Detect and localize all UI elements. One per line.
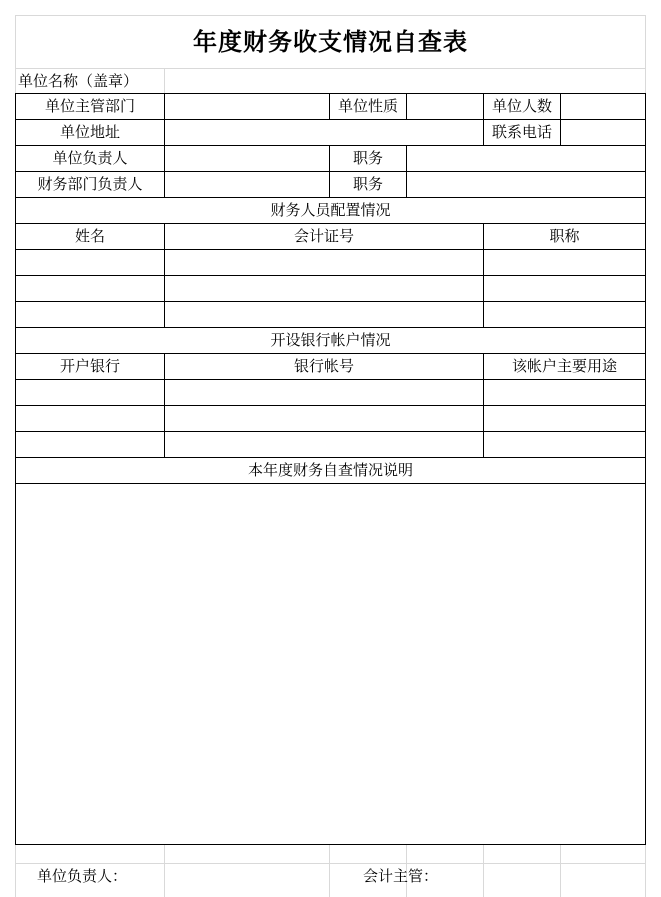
staff-col-title: 职称: [549, 227, 580, 245]
dept-label: 单位主管部门: [44, 97, 135, 115]
staff-row-3-title[interactable]: [484, 302, 645, 327]
bank-row-2-purpose[interactable]: [484, 406, 645, 431]
address-cell[interactable]: [165, 120, 483, 145]
staff-row-1-cert[interactable]: [165, 250, 483, 275]
footer-head-label: 单位负责人：: [37, 866, 128, 885]
head-position-label: 职务: [352, 149, 383, 167]
headcount-cell[interactable]: [561, 94, 645, 119]
head-cell[interactable]: [165, 146, 329, 171]
fin-head-label: 财务部门负责人: [37, 175, 143, 193]
bank-section-title: 开设银行帐户情况: [270, 331, 391, 349]
gridline: [329, 845, 330, 897]
gridline: [645, 845, 646, 897]
statement-text-area[interactable]: [16, 484, 645, 844]
headcount-label: 单位人数: [491, 97, 552, 115]
staff-row-3-cert[interactable]: [165, 302, 483, 327]
bank-row-3-account[interactable]: [165, 432, 483, 457]
bank-row-1-bank[interactable]: [16, 380, 164, 405]
bank-row-2-bank[interactable]: [16, 406, 164, 431]
staff-row-1-name[interactable]: [16, 250, 164, 275]
staff-row-2-cert[interactable]: [165, 276, 483, 301]
staff-col-name: 姓名: [74, 227, 105, 245]
footer-supervisor-cell[interactable]: [484, 864, 645, 888]
staff-row-2-title[interactable]: [484, 276, 645, 301]
bank-row-3-purpose[interactable]: [484, 432, 645, 457]
bank-row-2-account[interactable]: [165, 406, 483, 431]
bank-row-3-bank[interactable]: [16, 432, 164, 457]
bank-col-bank: 开户银行: [59, 357, 120, 375]
footer-supervisor-label: 会计主管：: [363, 866, 439, 885]
staff-row-1-title[interactable]: [484, 250, 645, 275]
dept-cell[interactable]: [165, 94, 329, 119]
gridline: [15, 845, 16, 897]
bank-col-account: 银行帐号: [293, 357, 354, 375]
table-border: [15, 844, 646, 845]
page-title: 年度财务收支情况自查表: [193, 28, 468, 56]
phone-label: 联系电话: [491, 123, 552, 141]
fin-head-cell[interactable]: [165, 172, 329, 197]
bank-row-1-account[interactable]: [165, 380, 483, 405]
footer-head-cell[interactable]: [165, 864, 329, 888]
nature-label: 单位性质: [337, 97, 398, 115]
unit-name-label: 单位名称（盖章）: [18, 72, 139, 90]
head-label: 单位负责人: [52, 149, 128, 167]
bank-row-1-purpose[interactable]: [484, 380, 645, 405]
fin-head-position-cell[interactable]: [407, 172, 645, 197]
phone-cell[interactable]: [561, 120, 645, 145]
fin-head-position-label: 职务: [352, 175, 383, 193]
staff-col-cert: 会计证号: [293, 227, 354, 245]
staff-section-title: 财务人员配置情况: [270, 201, 391, 219]
gridline: [645, 68, 646, 94]
staff-row-2-name[interactable]: [16, 276, 164, 301]
staff-row-3-name[interactable]: [16, 302, 164, 327]
nature-cell[interactable]: [407, 94, 483, 119]
table-border: [645, 93, 646, 845]
bank-col-purpose: 该帐户主要用途: [511, 357, 617, 375]
unit-name-cell[interactable]: [165, 69, 645, 93]
address-label: 单位地址: [59, 123, 120, 141]
head-position-cell[interactable]: [407, 146, 645, 171]
statement-section-title: 本年度财务自查情况说明: [247, 461, 413, 479]
